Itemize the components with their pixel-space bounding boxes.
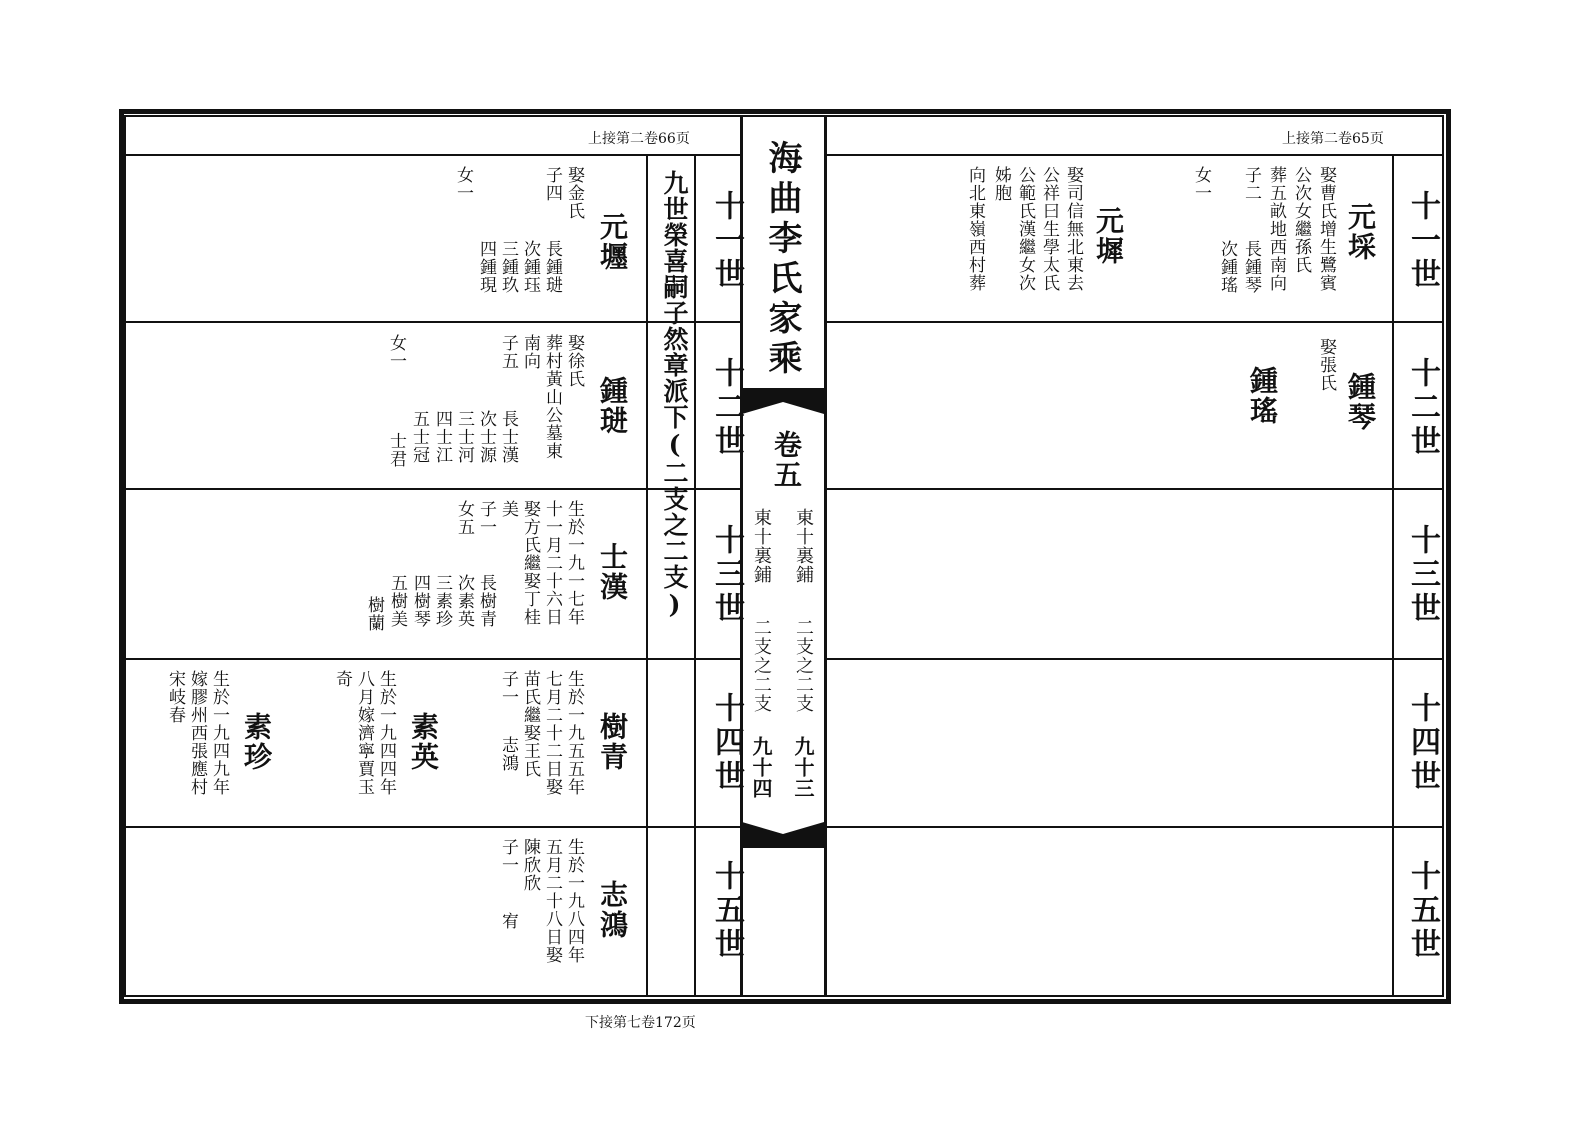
right-row-rule-2 xyxy=(826,488,1442,490)
person-name: 素英 xyxy=(407,712,440,772)
person-line: 娶金氏 xyxy=(564,166,584,220)
right-top-note: 上接第二卷65页 xyxy=(1282,131,1384,147)
person-line: 七月二十二日娶 xyxy=(542,670,562,796)
person-line: 女一 xyxy=(1191,166,1211,202)
person-line: 四士江 xyxy=(432,410,452,464)
right-gen-14: 十四世 xyxy=(1405,692,1440,794)
person-line: 公祥曰生學太氏 xyxy=(1039,166,1059,292)
person-line: 長樹青 xyxy=(476,574,496,628)
person-name: 元埰 xyxy=(1344,202,1377,262)
spine-fishtail-top xyxy=(742,388,824,418)
person-line: 長士漢 xyxy=(498,410,518,464)
right-row-rule-4 xyxy=(826,826,1442,828)
left-branch-col-rule xyxy=(646,154,648,997)
right-row-rule-3 xyxy=(826,658,1442,660)
right-header-rule xyxy=(826,154,1442,156)
person-line: 陳欣欣 xyxy=(520,838,540,892)
person-line: 向北東嶺西村葬 xyxy=(965,166,985,292)
person-line: 樹蘭 xyxy=(364,596,384,632)
spine-right-rule xyxy=(824,115,827,997)
right-gen-col-rule xyxy=(1392,154,1394,997)
person-line: 娶徐氏 xyxy=(564,334,584,388)
person-line: 四鍾現 xyxy=(476,240,496,294)
person-line: 生於一九五五年 xyxy=(564,670,584,796)
person-line: 娶曹氏增生鷺賓 xyxy=(1316,166,1336,292)
person-line: 長鍾琴 xyxy=(1241,240,1261,294)
person-line: 長鍾琎 xyxy=(542,240,562,294)
spine-left-branch: 二支之二支 xyxy=(751,618,772,713)
person-line: 娶張氏 xyxy=(1316,338,1336,392)
person-line: 子一 xyxy=(498,838,518,874)
person-line: 公次女繼孫氏 xyxy=(1291,166,1311,274)
person-line: 南向 xyxy=(520,334,540,370)
right-gen-15: 十五世 xyxy=(1405,860,1440,962)
person-line: 宋岐春 xyxy=(165,670,185,724)
person-line: 葬五畝地西南向 xyxy=(1266,166,1286,292)
spine-fishtail-bottom xyxy=(742,822,824,850)
spine-left-page: 九十四 xyxy=(749,736,773,799)
person-line: 娶司信無北東去 xyxy=(1063,166,1083,292)
person-line: 公範氏漢繼女次 xyxy=(1015,166,1035,292)
person-line: 子四 xyxy=(542,166,562,202)
person-line: 姊胞 xyxy=(991,166,1011,202)
person-line: 奇 xyxy=(332,670,352,688)
left-gen-12: 十二世 xyxy=(709,357,744,459)
person-line: 五士冠 xyxy=(409,410,429,464)
right-row-rule-1 xyxy=(826,321,1442,323)
left-gen-col-rule xyxy=(694,154,696,997)
person-line: 四樹琴 xyxy=(410,574,430,628)
person-line: 士君 xyxy=(386,432,406,468)
person-line: 八月嫁濟寧賈玉 xyxy=(354,670,374,796)
person-line: 五月二十八日娶 xyxy=(542,838,562,964)
right-gen-11: 十一世 xyxy=(1405,190,1440,292)
person-name: 鍾琴 xyxy=(1344,372,1377,432)
person-line: 次素英 xyxy=(454,574,474,628)
left-header-rule xyxy=(126,154,742,156)
person-line: 五樹美 xyxy=(387,574,407,628)
person-line: 三士河 xyxy=(454,410,474,464)
person-line: 三素珍 xyxy=(432,574,452,628)
left-gen-14: 十四世 xyxy=(709,692,744,794)
left-top-note: 上接第二卷66页 xyxy=(588,131,690,147)
left-bottom-note: 下接第七卷172页 xyxy=(585,1015,696,1031)
left-gen-11: 十一世 xyxy=(709,190,744,292)
person-line: 嫁膠州西張應村 xyxy=(187,670,207,796)
volume-label: 卷五 xyxy=(770,430,803,490)
spine-right-place: 東十裏鋪 xyxy=(793,508,814,584)
person-line: 十一月二十六日 xyxy=(542,500,562,626)
person-line: 女一 xyxy=(453,166,473,202)
genealogy-title: 海曲李氏家乘 xyxy=(762,140,802,380)
person-line: 子一 xyxy=(498,670,518,706)
person-name: 鍾瑤 xyxy=(1246,366,1279,426)
person-name: 鍾琎 xyxy=(596,376,629,436)
person-name: 士漢 xyxy=(596,542,629,602)
spine-left-place: 東十裏鋪 xyxy=(751,508,772,584)
left-gen-15: 十五世 xyxy=(709,860,744,962)
person-name: 元壥 xyxy=(596,212,629,272)
spine-right-page: 九十三 xyxy=(791,736,815,799)
person-line: 子二 xyxy=(1241,166,1261,202)
person-line: 次鍾珏 xyxy=(520,240,540,294)
person-line: 女一 xyxy=(386,334,406,370)
person-name: 素珍 xyxy=(240,712,273,772)
person-line: 女五 xyxy=(454,500,474,536)
person-line: 子五 xyxy=(498,334,518,370)
person-line: 三鍾玖 xyxy=(498,240,518,294)
person-line: 次士源 xyxy=(476,410,496,464)
right-gen-12: 十二世 xyxy=(1405,357,1440,459)
person-line: 志鴻 xyxy=(498,736,518,772)
person-line: 生於一九四九年 xyxy=(209,670,229,796)
spine-right-branch: 二支之二支 xyxy=(793,618,814,713)
person-line: 娶方氏繼娶丁桂 xyxy=(520,500,540,626)
person-name: 樹青 xyxy=(596,712,629,772)
person-line: 次鍾瑤 xyxy=(1217,240,1237,294)
person-line: 葬村黃山公墓東 xyxy=(542,334,562,460)
right-gen-13: 十三世 xyxy=(1405,524,1440,626)
branch-title: 九世榮喜嗣子然章派下(二支之二支) xyxy=(660,170,689,620)
person-line: 美 xyxy=(498,500,518,518)
person-line: 生於一九四四年 xyxy=(376,670,396,796)
person-line: 宥 xyxy=(498,912,518,930)
person-name: 元墀 xyxy=(1092,206,1125,266)
person-line: 生於一九一七年 xyxy=(564,500,584,626)
person-line: 子一 xyxy=(476,500,496,536)
person-name: 志鴻 xyxy=(596,880,629,940)
person-line: 苗氏繼娶王氏 xyxy=(520,670,540,778)
left-gen-13: 十三世 xyxy=(709,524,744,626)
person-line: 生於一九八四年 xyxy=(564,838,584,964)
